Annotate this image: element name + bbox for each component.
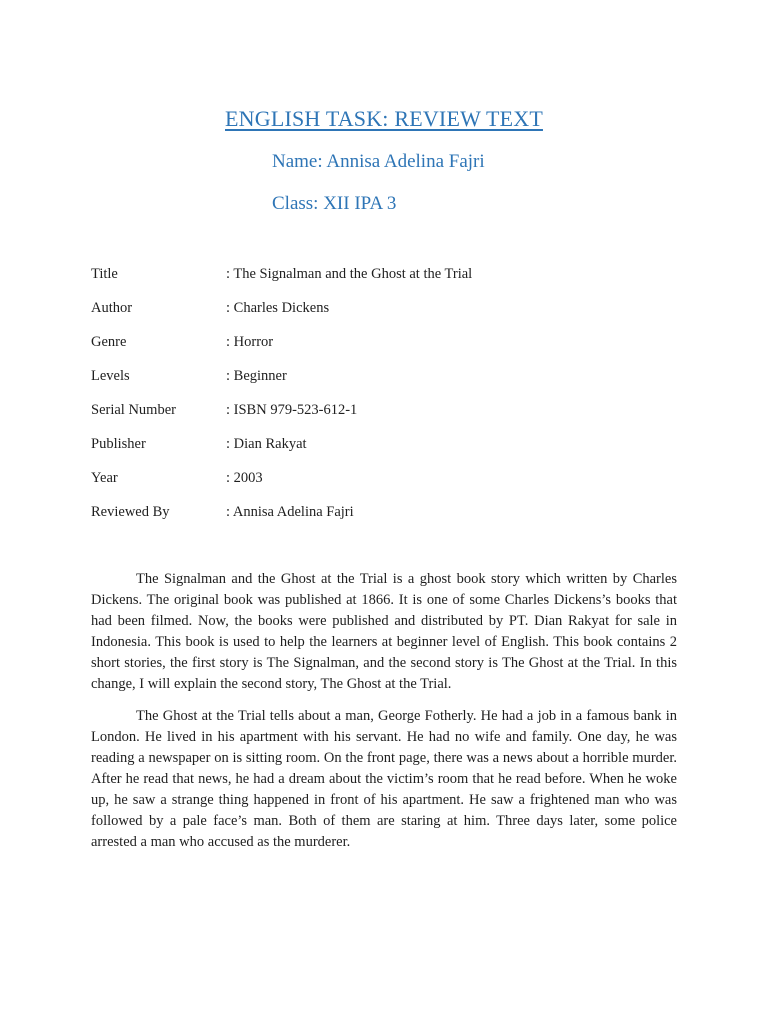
meta-label: Genre [91, 334, 127, 350]
meta-row-author [91, 300, 691, 334]
meta-label: Publisher [91, 436, 146, 452]
meta-row-genre [91, 334, 691, 368]
meta-value: : ISBN 979-523-612-1 [226, 402, 358, 418]
meta-label: Author [91, 300, 133, 316]
meta-value: : Charles Dickens [226, 300, 330, 316]
meta-value: : Horror [226, 334, 274, 350]
review-body [91, 569, 677, 864]
review-paragraph: The Ghost at the Trial tells about a man, George Fotherly. He had a job in a famous bank in London. He lived in his apartment with his servant. He had no wife and family. One day, he was reading a newspaper on is sitting room. On the front page, there was a news about a horrible murder. After he read that news, he had a dream about the victim’s room that he read before. When he woke up, he saw a strange thing happened in front of his apartment. He saw a frightened man who was followed by a pale face’s man. Both of them are staring at him. Three days later, some police arrested a man who accused as the murderer. [91, 708, 677, 850]
meta-label: Title [91, 266, 118, 282]
meta-value: : 2003 [226, 470, 263, 486]
meta-value: : Dian Rakyat [226, 436, 307, 452]
meta-row-publisher [91, 436, 691, 470]
meta-row-year [91, 470, 691, 504]
meta-label: Year [91, 470, 118, 486]
student-name: Name: Annisa Adelina Fajri [272, 151, 485, 172]
meta-row-title [91, 266, 691, 300]
review-paragraph: The Signalman and the Ghost at the Trial is a ghost book story which written by Charles Dickens. The original book was published at 1866. It is one of some Charles Dickens’s books that had been filmed. Now, the books were published and distributed by PT. Dian Rakyat for sale in Indonesia. This book is used to help the learners at beginner level of English. This book contains 2 short stories, the first story is The Signalman, and the second story is The Ghost at the Trial. In this change, I will explain the second story, The Ghost at the Trial. [91, 571, 677, 692]
meta-row-levels [91, 368, 691, 402]
meta-row-serial-number [91, 402, 691, 436]
meta-label: Serial Number [91, 402, 176, 418]
meta-value: : The Signalman and the Ghost at the Trial [226, 266, 473, 282]
meta-value: : Beginner [226, 368, 287, 384]
meta-value: : Annisa Adelina Fajri [226, 504, 354, 520]
meta-label: Levels [91, 368, 130, 384]
document-title: ENGLISH TASK: REVIEW TEXT [225, 106, 543, 131]
meta-label: Reviewed By [91, 504, 170, 520]
meta-row-reviewed-by [91, 504, 691, 538]
book-metadata [91, 266, 691, 538]
student-class: Class: XII IPA 3 [272, 193, 397, 214]
